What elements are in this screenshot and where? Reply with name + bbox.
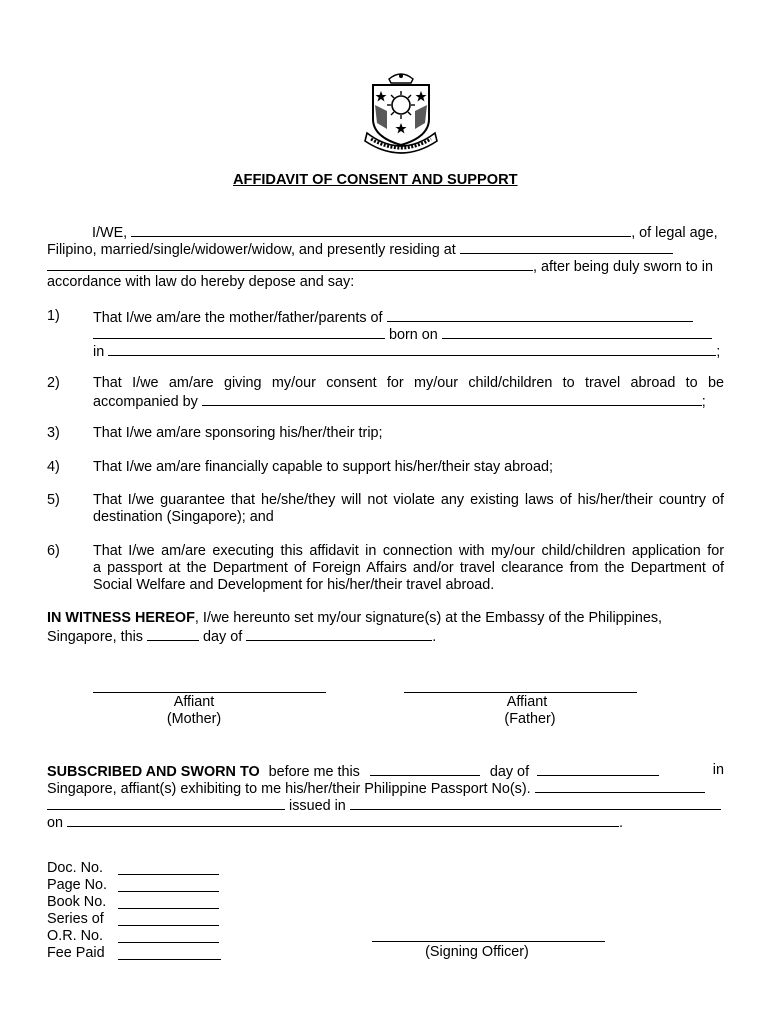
child-name-field-2[interactable]	[93, 325, 385, 339]
item-3-number: 3)	[47, 425, 60, 441]
item-5-line-2: destination (Singapore); and	[93, 509, 274, 525]
signing-officer-line[interactable]	[372, 941, 605, 942]
intro-line-4: accordance with law do hereby depose and say:	[47, 274, 355, 290]
intro-iwe: I/WE,	[92, 225, 128, 241]
document-title: AFFIDAVIT OF CONSENT AND SUPPORT	[233, 172, 518, 188]
page-no-field[interactable]	[118, 891, 219, 892]
item-1-end: ;	[716, 344, 721, 360]
witness-day-field[interactable]	[147, 627, 199, 641]
subscribed-month-field[interactable]	[537, 762, 659, 776]
father-signature-line[interactable]	[404, 692, 637, 693]
republic-seal	[361, 71, 441, 155]
witness-line-1	[47, 610, 724, 627]
witness-singapore: Singapore, this	[47, 629, 143, 645]
mother-signature-line[interactable]	[93, 692, 326, 693]
address-field-2[interactable]	[47, 257, 533, 271]
item-1-line-3	[93, 342, 720, 361]
mother-affiant-label: Affiant	[173, 694, 215, 710]
item-6-number: 6)	[47, 543, 60, 559]
companion-field[interactable]	[202, 392, 702, 406]
subscribed-heading: SUBSCRIBED AND SWORN TO	[47, 764, 260, 780]
issued-in-field[interactable]	[350, 796, 721, 810]
doc-no-label: Doc. No.	[47, 860, 103, 876]
subscribed-on: on	[47, 815, 64, 831]
mother-role-label: (Mother)	[166, 711, 222, 727]
intro-sworn: , after being duly sworn to in	[533, 259, 713, 275]
witness-heading: IN WITNESS HEREOF	[47, 610, 195, 626]
book-no-label: Book No.	[47, 894, 107, 910]
witness-month-field[interactable]	[246, 627, 432, 641]
subscribed-period: .	[619, 815, 624, 831]
item-6-line-2: a passport at the Department of Foreign Affairs and/or travel clearance from the Department of	[93, 560, 724, 576]
father-affiant-label: Affiant	[506, 694, 548, 710]
page-no-label: Page No.	[47, 877, 108, 893]
subscribed-day-of: day of	[489, 764, 530, 780]
item-5-number: 5)	[47, 492, 60, 508]
passport-number-field-2[interactable]	[47, 796, 285, 810]
series-of-field[interactable]	[118, 925, 219, 926]
issued-on-field[interactable]	[67, 813, 619, 827]
fee-paid-label: Fee Paid	[47, 945, 105, 961]
item-4-number: 4)	[47, 459, 60, 475]
item-5-line-1: That I/we guarantee that he/she/they will not violate any existing laws of his/her/their country of	[93, 492, 724, 508]
subscribed-before: before me this	[268, 764, 360, 780]
item-1-text: That I/we am/are the mother/father/parents of	[93, 310, 383, 326]
item-4-text: That I/we am/are financially capable to support his/her/their stay abroad;	[93, 459, 553, 475]
subscribed-passport-text: Singapore, affiant(s) exhibiting to me his/her/their Philippine Passport No(s).	[47, 781, 531, 797]
birth-place-field[interactable]	[108, 342, 716, 356]
item-6-line-3: Social Welfare and Development for his/her/their travel abroad.	[93, 577, 495, 593]
signing-officer-label: (Signing Officer)	[425, 944, 529, 960]
fee-paid-field[interactable]	[118, 959, 221, 960]
intro-residing: Filipino, married/single/widower/widow, and presently residing at	[47, 242, 456, 258]
or-no-field[interactable]	[118, 942, 219, 943]
item-2-end: ;	[701, 394, 706, 410]
witness-text: , I/we hereunto set my/our signature(s) at the Embassy of the Philippines,	[194, 610, 663, 626]
item-3-text: That I/we am/are sponsoring his/her/their trip;	[93, 425, 383, 441]
birth-date-field[interactable]	[442, 325, 712, 339]
address-field-1[interactable]	[460, 240, 673, 254]
father-role-label: (Father)	[504, 711, 556, 727]
item-2-number: 2)	[47, 375, 60, 391]
item-2-line-1: That I/we am/are giving my/our consent for my/our child/children to travel abroad to be	[93, 375, 724, 391]
or-no-label: O.R. No.	[47, 928, 103, 944]
subscribed-day-field[interactable]	[370, 762, 480, 776]
witness-line-2	[47, 627, 436, 646]
witness-period: .	[432, 629, 437, 645]
item-1-born-on: born on	[389, 327, 438, 343]
subscribed-in: in	[712, 762, 724, 778]
subscribed-line-4	[47, 813, 623, 832]
passport-number-field[interactable]	[535, 779, 705, 793]
item-2-accompanied: accompanied by	[93, 394, 198, 410]
item-6-line-1: That I/we am/are executing this affidavit in connection with my/our child/children application for	[93, 543, 724, 559]
name-field[interactable]	[131, 223, 631, 237]
item-1-number: 1)	[47, 308, 60, 324]
doc-no-field[interactable]	[118, 874, 219, 875]
item-1-in: in	[93, 344, 105, 360]
item-2-line-2	[93, 392, 706, 411]
book-no-field[interactable]	[118, 908, 219, 909]
series-of-label: Series of	[47, 911, 104, 927]
intro-legal-age: , of legal age,	[631, 225, 718, 241]
child-name-field[interactable]	[387, 308, 693, 322]
subscribed-issued-in: issued in	[289, 798, 346, 814]
witness-day-of: day of	[203, 629, 243, 645]
